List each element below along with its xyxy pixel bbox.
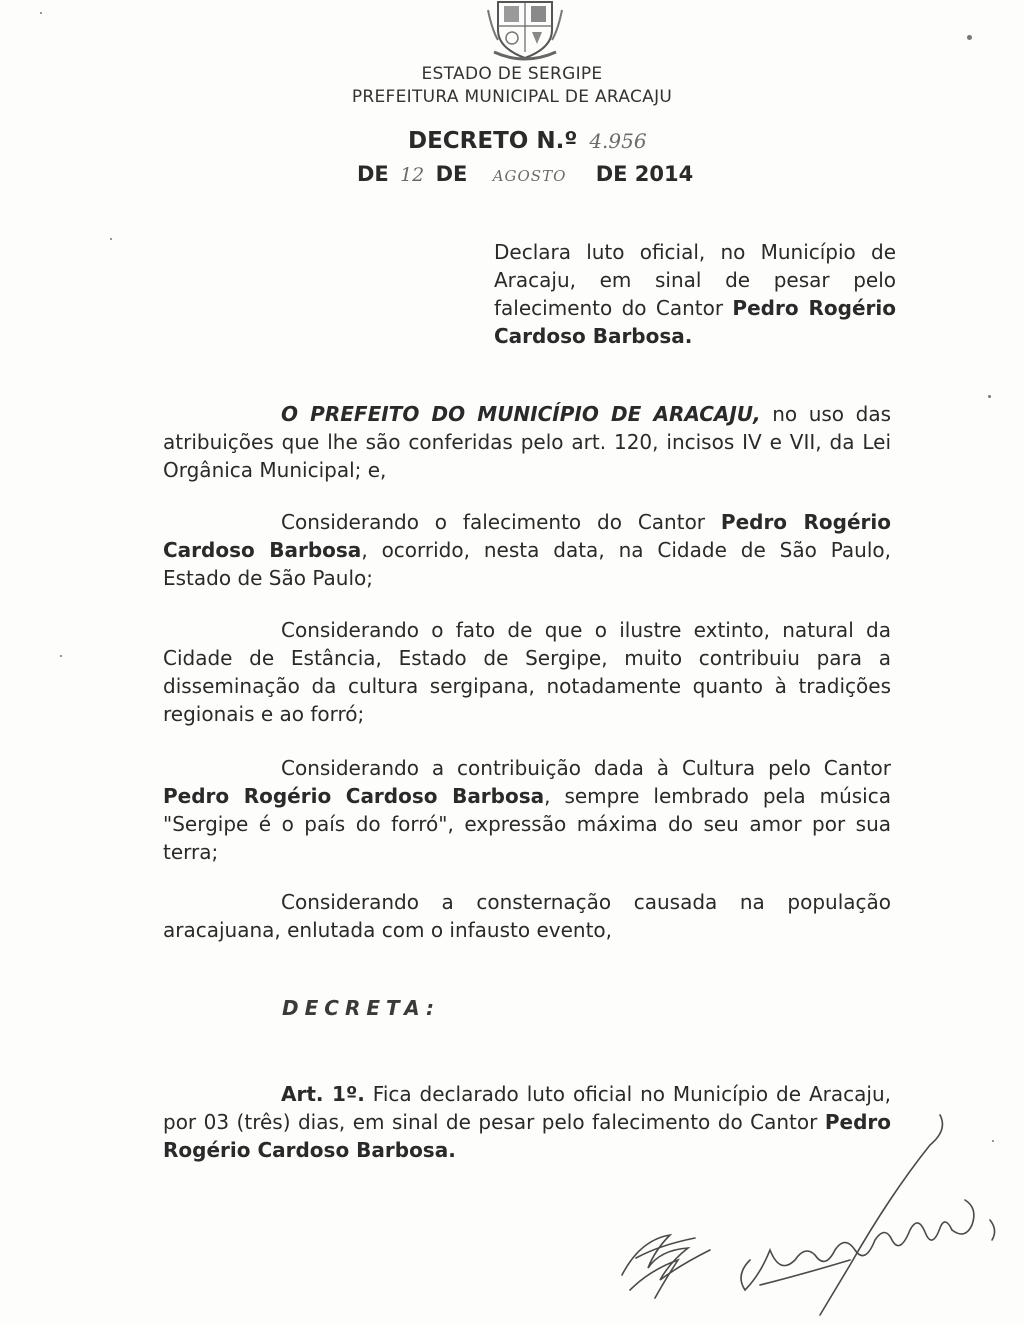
scan-speck bbox=[110, 238, 112, 240]
considerando-paragraph-4: Considerando a consternação causada na população aracajuana, enlutada com o infausto evento, bbox=[163, 890, 891, 942]
considerando-3-start: Considerando a contribuição dada à Cultura pelo Cantor bbox=[281, 756, 891, 780]
decree-year: DE 2014 bbox=[595, 162, 694, 186]
considerando-1-name: Pedro Rogério Cardoso Barbosa bbox=[163, 510, 892, 562]
decree-summary bbox=[494, 238, 896, 350]
considerando-1-end: , ocorrido, nesta data, na Cidade de São Paulo, Estado de São Paulo; bbox=[163, 538, 891, 590]
scan-speck bbox=[992, 1140, 994, 1142]
date-de-1: DE bbox=[357, 162, 389, 186]
city-hall-name: PREFEITURA MUNICIPAL DE ARACAJU bbox=[351, 87, 673, 107]
state-name: ESTADO DE SERGIPE bbox=[421, 64, 603, 84]
considerando-1-start: Considerando o falecimento do Cantor bbox=[281, 510, 721, 534]
date-de-2: DE bbox=[435, 162, 468, 186]
scan-speck bbox=[967, 35, 972, 40]
coat-of-arms-emblem bbox=[484, 0, 566, 62]
article-1-label: Art. 1º. bbox=[281, 1082, 365, 1106]
considerando-paragraph-1 bbox=[163, 508, 891, 592]
signature-scribbles bbox=[600, 1100, 1020, 1325]
considerando-3-end: , sempre lembrado pela música "Sergipe é o país do forró", expressão máxima do seu amor por sua terra; bbox=[163, 784, 891, 864]
summary-name: Pedro Rogério Cardoso Barbosa bbox=[494, 296, 896, 348]
scan-speck bbox=[988, 395, 991, 398]
scan-speck bbox=[60, 655, 62, 657]
summary-text: Declara luto oficial, no Município de Aracaju, em sinal de pesar pelo falecimento do Cantor bbox=[494, 240, 896, 320]
decree-number-handwritten: 4.956 bbox=[589, 129, 647, 153]
considerando-paragraph-3 bbox=[163, 754, 891, 866]
article-1-text: Fica declarado luto oficial no Município de Aracaju, por 03 (três) dias, em sinal de pesar pelo falecimento do Cantor bbox=[163, 1082, 891, 1134]
decree-label: DECRETO N.º bbox=[408, 128, 578, 154]
considerando-paragraph-2: Considerando o fato de que o ilustre extinto, natural da Cidade de Estância, Estado de Sergipe, muito contribuiu para a disseminação da cultura sergipana, notadamente quanto à tradições regionais e ao forró; bbox=[163, 618, 891, 726]
preamble-text: no uso das atribuições que lhe são conferidas pelo art. 120, incisos IV e VII, da Lei Orgânica Municipal; e, bbox=[163, 402, 891, 482]
decree-date-line bbox=[357, 162, 717, 186]
day-handwritten: 12 bbox=[400, 164, 425, 186]
preamble-paragraph bbox=[163, 400, 891, 484]
summary-end: . bbox=[684, 324, 693, 348]
considerando-3-name: Pedro Rogério Cardoso Barbosa bbox=[163, 784, 545, 808]
decreta-heading: DECRETA: bbox=[282, 996, 440, 1020]
decree-number-line bbox=[408, 128, 647, 154]
article-1-name: Pedro Rogério Cardoso Barbosa bbox=[163, 1110, 891, 1162]
month-handwritten: AGOSTO bbox=[492, 167, 567, 185]
article-1-end: . bbox=[448, 1138, 456, 1162]
scan-speck bbox=[40, 12, 42, 14]
preamble-title: O PREFEITO DO MUNICÍPIO DE ARACAJU, bbox=[281, 402, 761, 426]
